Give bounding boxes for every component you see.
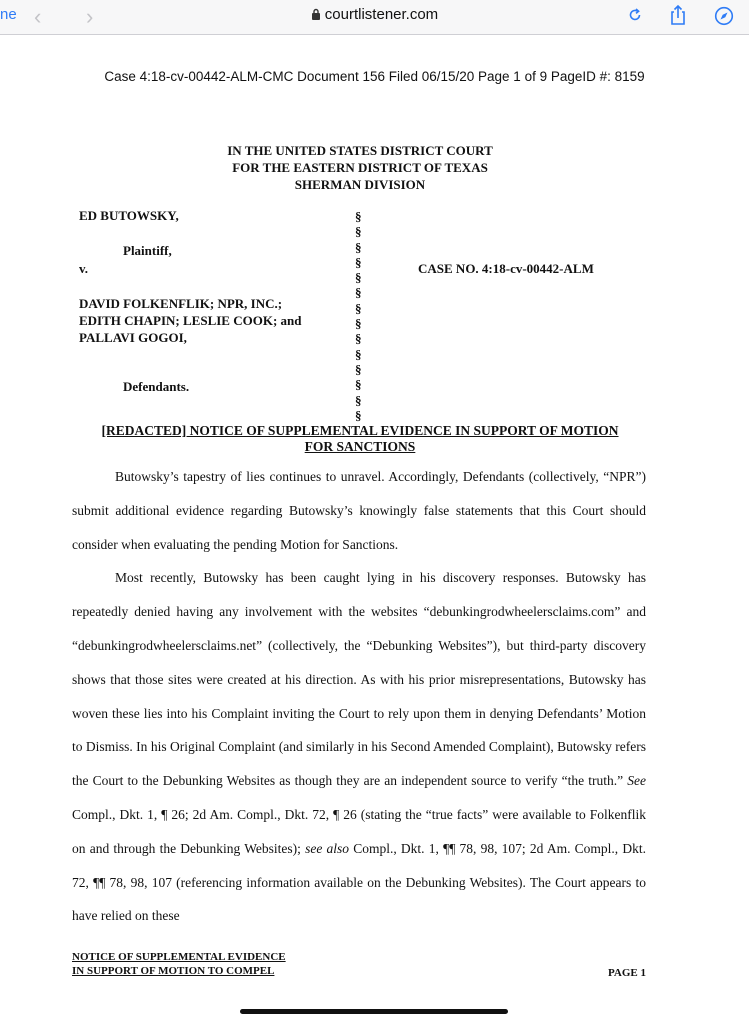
citation-see: See	[627, 773, 646, 789]
pdf-page	[0, 35, 749, 1024]
title-line-1: [REDACTED] NOTICE OF SUPPLEMENTAL EVIDENCE IN SUPPORT OF MOTION	[101, 423, 619, 438]
body-text	[72, 460, 646, 933]
page-number: PAGE 1	[608, 967, 646, 979]
defendants-line-2: EDITH CHAPIN; LESLIE COOK; and	[79, 313, 302, 328]
section-symbol-column: § § § § § § § § § § § § § §	[355, 209, 362, 423]
paragraph-2	[72, 561, 646, 933]
defendants-role: Defendants.	[123, 379, 190, 394]
footer-line-2: IN SUPPORT OF MOTION TO COMPEL	[72, 965, 275, 977]
share-icon[interactable]	[669, 4, 687, 31]
citation-see-also: see also	[305, 840, 350, 856]
paragraph-1: Butowsky’s tapestry of lies continues to unravel. Accordingly, Defendants (collectively, “NPR”) submit additional evidence regarding Butowsky’s knowingly false statements that this Court should consider when evaluating the pending Motion for Sanctions.	[72, 469, 646, 552]
ecf-header: Case 4:18-cv-00442-ALM-CMC Document 156 Filed 06/15/20 Page 1 of 9 PageID #: 8159	[104, 69, 645, 84]
home-indicator[interactable]	[240, 1009, 508, 1014]
browser-toolbar	[0, 0, 749, 35]
page-footer-title	[72, 950, 286, 978]
document-title	[70, 423, 650, 455]
defendants-line-3: PALLAVI GOGOI,	[79, 330, 187, 345]
paragraph-2-part-c: Compl., Dkt. 1, ¶¶ 78, 98, 107; 2d Am. Compl., Dkt. 72, ¶¶ 78, 98, 107 (referencing information available on the Debunking Websites). The Court appears to have relied on these	[72, 840, 646, 924]
court-caption	[0, 142, 720, 193]
versus: v.	[79, 261, 89, 276]
reload-icon[interactable]	[627, 6, 643, 29]
court-line-2: FOR THE EASTERN DISTRICT OF TEXAS	[232, 160, 488, 175]
forward-icon[interactable]: ›	[86, 4, 94, 29]
plaintiff-role: Plaintiff,	[123, 243, 172, 258]
defendants-line-1: DAVID FOLKENFLIK; NPR, INC.;	[79, 296, 283, 311]
court-line-1: IN THE UNITED STATES DISTRICT COURT	[227, 143, 493, 158]
plaintiff-name: ED BUTOWSKY,	[79, 208, 179, 223]
footer-line-1: NOTICE OF SUPPLEMENTAL EVIDENCE	[72, 951, 286, 963]
defendants-names	[79, 295, 302, 346]
paragraph-2-part-a: Most recently, Butowsky has been caught lying in his discovery responses. Butowsky has repeatedly denied having any involvement with the websites “debunkingrodwheelersclaims.com” and “debunkingrodwheelersclaims.net” (collectively, the “Debunking Websites”), but third-party discovery shows that those sites were created at his direction. As with his prior misrepresentations, Butowsky has woven these lies into his Complaint inviting the Court to rely upon them in denying Defendants’ Motion to Dismiss. In his Original Complaint (and similarly in his Second Amended Complaint), Butowsky refers the Court to the Debunking Websites as though they are an independent source to verify “the truth.”	[72, 570, 646, 789]
paragraph-2-part-b: Compl., Dkt. 1, ¶ 26; 2d Am. Compl., Dkt. 72, ¶ 26 (stating the “true facts” were available to Folkenflik on and through the Debunking Websites);	[72, 806, 646, 856]
lock-icon	[311, 7, 321, 24]
title-line-2: FOR SANCTIONS	[304, 439, 416, 454]
url-text: courtlistener.com	[324, 6, 439, 23]
case-number: CASE NO. 4:18-cv-00442-ALM	[418, 261, 594, 276]
back-icon[interactable]: ‹	[34, 4, 42, 29]
tab-overview-label[interactable]: ne	[0, 6, 17, 23]
court-line-3: SHERMAN DIVISION	[294, 177, 426, 192]
compass-icon[interactable]	[714, 6, 734, 31]
